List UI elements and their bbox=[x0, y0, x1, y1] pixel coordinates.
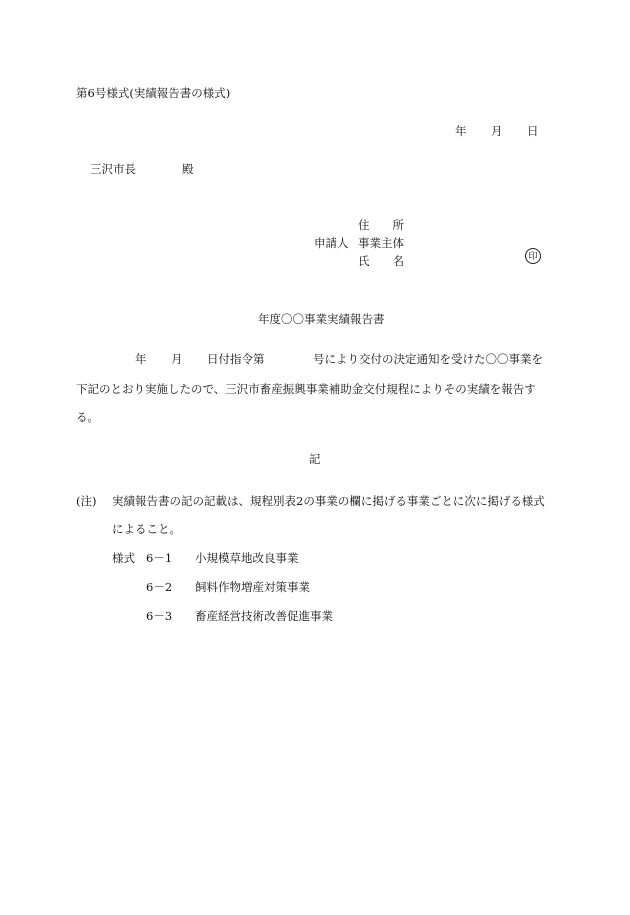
date-day: 日 bbox=[527, 124, 539, 138]
form-title: 第6号様式(実績報告書の様式) bbox=[76, 86, 231, 100]
date-month: 月 bbox=[491, 124, 503, 138]
applicant-label: 申請人 bbox=[314, 236, 349, 250]
body-year: 年 bbox=[135, 352, 147, 366]
list-item-code: 6－3 bbox=[146, 609, 173, 623]
ki-heading: 記 bbox=[309, 452, 321, 466]
note-marker: (注) bbox=[76, 494, 97, 508]
list-item-name: 小規模草地改良事業 bbox=[195, 551, 299, 565]
list-item-name: 飼料作物増産対策事業 bbox=[195, 580, 310, 594]
note-line1: 実績報告書の記の記載は、規程別表2の事業の欄に掲げる事業ごとに次に掲げる様式 bbox=[112, 494, 545, 508]
body-line3: る。 bbox=[76, 410, 99, 424]
applicant-address-label: 住 所 bbox=[358, 218, 404, 232]
list-item-code: 6－1 bbox=[146, 551, 173, 565]
applicant-entity-label: 事業主体 bbox=[358, 236, 404, 250]
seal-icon: 印 bbox=[525, 248, 541, 264]
body-line2: 下記のとおり実施したので、三沢市畜産振興事業補助金交付規程によりその実績を報告す bbox=[76, 382, 536, 396]
body-line1-text: 号により交付の決定通知を受けた〇〇事業を bbox=[313, 352, 543, 366]
list-item-name: 畜産経営技術改善促進事業 bbox=[195, 609, 333, 623]
list-item-code: 6－2 bbox=[146, 580, 173, 594]
document-title: 年度〇〇事業実績報告書 bbox=[258, 312, 385, 326]
note-style-label: 様式 bbox=[112, 551, 135, 565]
addressee-name: 三沢市長 bbox=[90, 162, 136, 176]
body-directive: 日付指令第 bbox=[207, 352, 265, 366]
applicant-name-label: 氏 名 bbox=[358, 254, 404, 268]
note-line2: によること。 bbox=[112, 522, 181, 536]
addressee-honorific: 殿 bbox=[182, 162, 194, 176]
date-year: 年 bbox=[455, 124, 467, 138]
body-month: 月 bbox=[171, 352, 183, 366]
